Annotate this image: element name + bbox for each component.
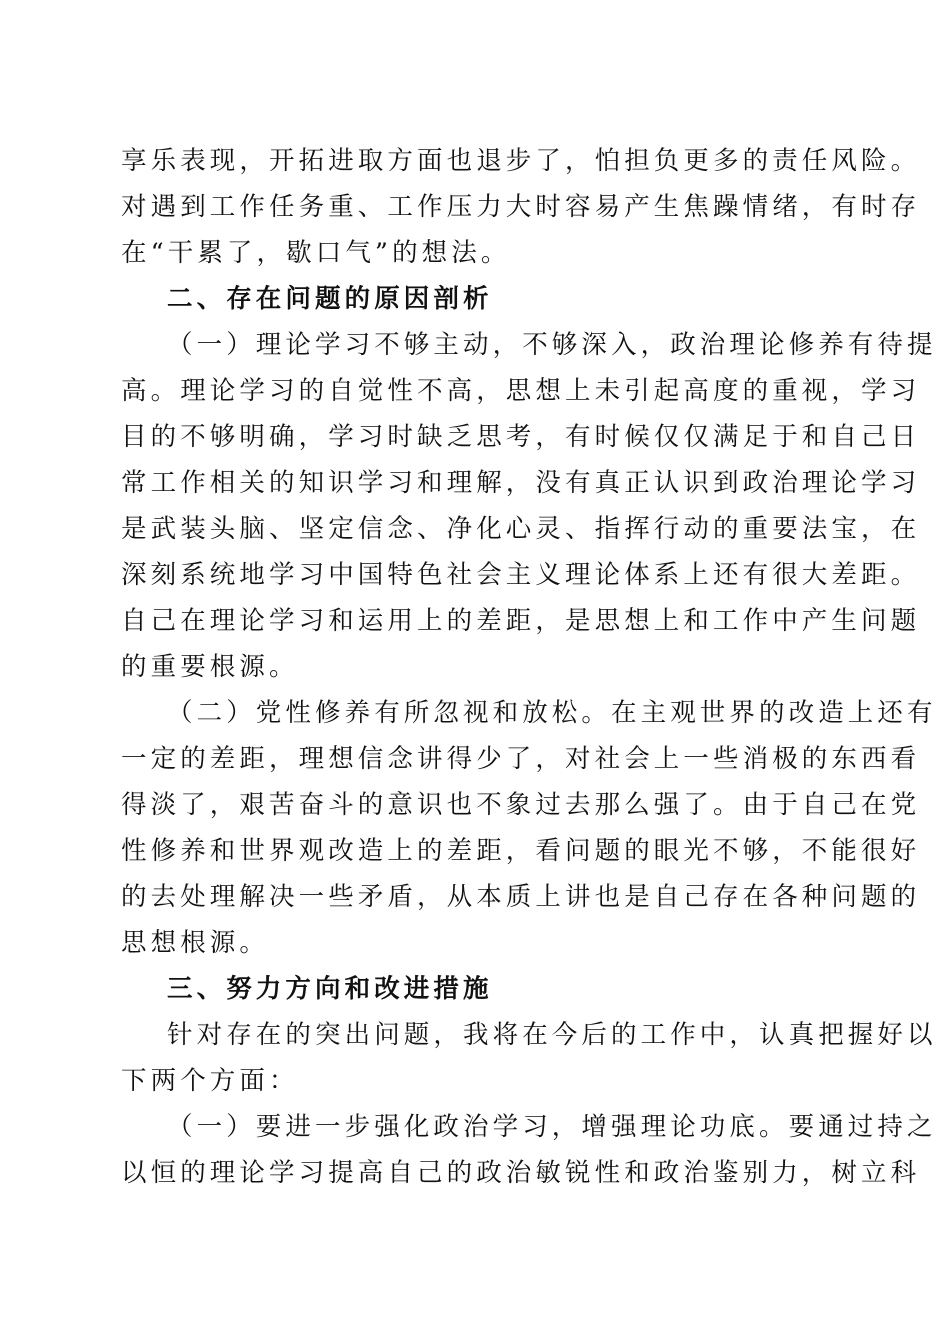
text-line: 深刻系统地学习中国特色社会主义理论体系上还有很大差距。 — [121, 560, 921, 590]
text-line: 目的不够明确，学习时缺乏思考，有时候仅仅满足于和自己日 — [121, 422, 921, 452]
text-line: 下两个方面： — [121, 1066, 299, 1096]
text-line: 的重要根源。 — [121, 652, 299, 682]
section-heading-3: 三、努力方向和改进措施 — [167, 974, 493, 1004]
text-line: 性修养和世界观改造上的差距，看问题的眼光不够，不能很好 — [121, 836, 921, 866]
text-line: 常工作相关的知识学习和理解，没有真正认识到政治理论学习 — [121, 468, 921, 498]
text-line: 思想根源。 — [121, 928, 270, 958]
text-line: 享乐表现，开拓进取方面也退步了，怕担负更多的责任风险。 — [121, 146, 921, 176]
subsection-2-first-line: （二）党性修养有所忽视和放松。在主观世界的改造上还有 — [167, 698, 937, 728]
text-line: 高。理论学习的自觉性不高，思想上未引起高度的重视，学习 — [121, 376, 921, 406]
section-heading-2: 二、存在问题的原因剖析 — [167, 284, 493, 314]
text-line: 对遇到工作任务重、工作压力大时容易产生焦躁情绪，有时存 — [121, 192, 921, 222]
subsection-1-first-line: （一）理论学习不够主动，不够深入，政治理论修养有待提 — [167, 330, 937, 360]
paragraph-first-line: 针对存在的突出问题，我将在今后的工作中，认真把握好以 — [167, 1020, 937, 1050]
text-line: 是武装头脑、坚定信念、净化心灵、指挥行动的重要法宝，在 — [121, 514, 921, 544]
text-line: 自己在理论学习和运用上的差距，是思想上和工作中产生问题 — [121, 606, 921, 636]
document-page — [121, 138, 937, 1196]
text-line: 得淡了，艰苦奋斗的意识也不象过去那么强了。由于自己在党 — [121, 790, 921, 820]
text-line: 的去处理解决一些矛盾，从本质上讲也是自己存在各种问题的 — [121, 882, 921, 912]
text-line: 在“干累了，歇口气”的想法。 — [121, 238, 511, 268]
subsection-3-1-first-line: （一）要进一步强化政治学习，增强理论功底。要通过持之 — [167, 1112, 937, 1142]
text-line: 以恒的理论学习提高自己的政治敏锐性和政治鉴别力，树立科 — [121, 1158, 921, 1188]
text-line: 一定的差距，理想信念讲得少了，对社会上一些消极的东西看 — [121, 744, 921, 774]
